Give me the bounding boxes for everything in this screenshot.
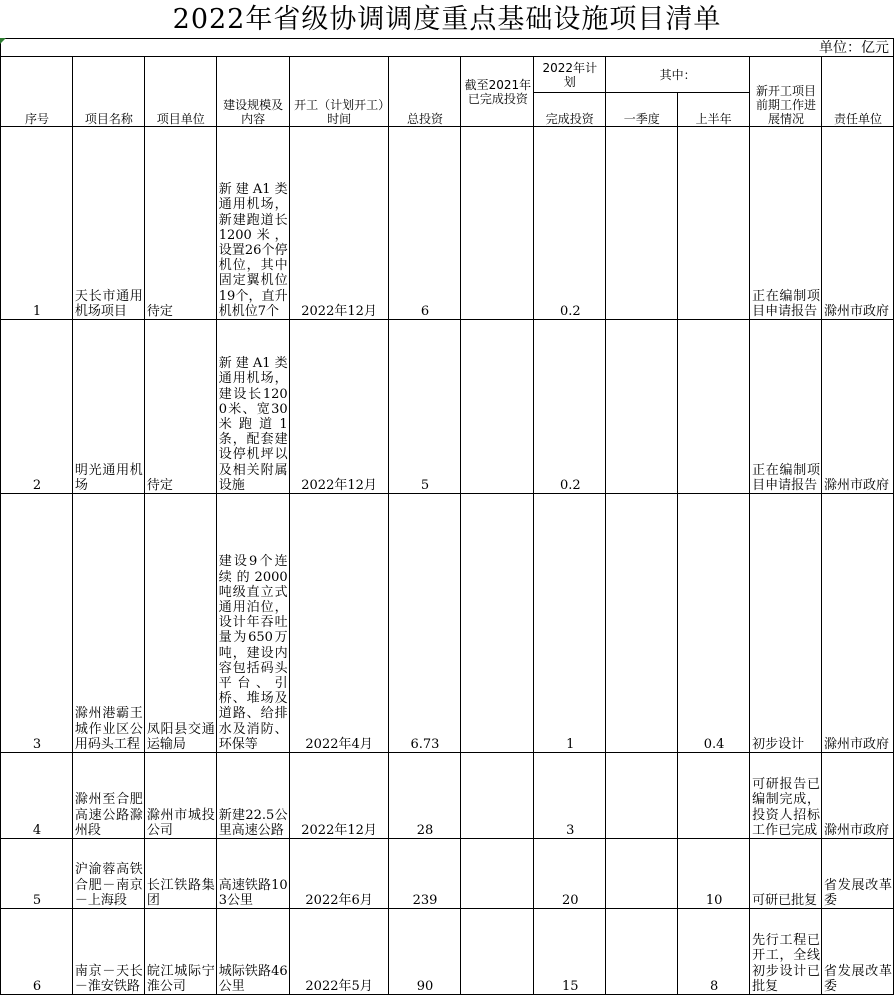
header-q1: 一季度	[606, 93, 678, 126]
cell-plan2022: 3	[534, 753, 606, 839]
cell-resp: 滁州市政府	[821, 127, 893, 320]
cell-progress: 可研报告已编制完成，投资人招标工作已完成	[750, 753, 822, 839]
cell-plan2022: 15	[534, 909, 606, 995]
header-plan2022	[534, 57, 606, 127]
header-h1: 上半年	[695, 112, 732, 126]
cell-resp: 省发展改革委	[821, 839, 893, 909]
table-row	[1, 127, 894, 320]
cell-plan2022: 1	[534, 494, 606, 753]
cell-done2021	[461, 494, 534, 753]
cell-start: 2022年6月	[289, 839, 388, 909]
cell-total: 239	[388, 839, 461, 909]
cell-resp: 滁州市政府	[821, 494, 893, 753]
cell-org: 凤阳县交通运输局	[144, 494, 216, 753]
cell-q1	[606, 839, 678, 909]
cell-h1	[678, 320, 750, 494]
cell-resp: 省发展改革委	[821, 909, 893, 995]
cell-scale: 新建A1类通用机场，建设长1200米、宽30米跑道1条，配套建设停机坪以及相关附属设施	[216, 320, 289, 494]
cell-name: 明光通用机场	[72, 320, 144, 494]
cell-done2021	[461, 909, 534, 995]
cell-total: 6	[388, 127, 461, 320]
cell-scale: 高速铁路103公里	[216, 839, 289, 909]
cell-seq: 3	[1, 494, 73, 753]
cell-h1	[678, 127, 750, 320]
cell-h1: 8	[678, 909, 750, 995]
cell-h1: 0.4	[678, 494, 750, 753]
cell-q1	[606, 494, 678, 753]
cell-start: 2022年12月	[289, 127, 388, 320]
cell-h1: 10	[678, 839, 750, 909]
header-scale: 建设规模及内容	[216, 57, 289, 127]
table-row	[1, 753, 894, 839]
cell-scale: 城际铁路46公里	[216, 909, 289, 995]
cell-seq: 6	[1, 909, 73, 995]
header-done2021: 截至2021年已完成投资	[461, 57, 534, 127]
cell-name: 南京－天长－淮安铁路	[72, 909, 144, 995]
cell-q1	[606, 320, 678, 494]
cell-org: 滁州市城投公司	[144, 753, 216, 839]
cell-done2021	[461, 320, 534, 494]
cell-done2021	[461, 839, 534, 909]
cell-q1	[606, 753, 678, 839]
header-plan2022-bottom: 完成投资	[545, 112, 594, 126]
cell-scale: 新建22.5公里高速公路	[216, 753, 289, 839]
cell-total: 5	[388, 320, 461, 494]
cell-start: 2022年12月	[289, 753, 388, 839]
cell-progress: 可研已批复	[750, 839, 822, 909]
cell-resp: 滁州市政府	[821, 320, 893, 494]
cell-h1	[678, 753, 750, 839]
table-row	[1, 839, 894, 909]
header-org: 项目单位	[144, 57, 216, 127]
cell-total: 6.73	[388, 494, 461, 753]
header-start: 开工（计划开工）时间	[289, 57, 388, 127]
cell-start: 2022年4月	[289, 494, 388, 753]
cell-seq: 5	[1, 839, 73, 909]
cell-start: 2022年12月	[289, 320, 388, 494]
cell-done2021	[461, 127, 534, 320]
cell-org: 皖江城际宁淮公司	[144, 909, 216, 995]
unit-bar	[0, 38, 894, 57]
cell-scale: 建设9个连续的2000吨级直立式通用泊位，设计年吞吐量为650万吨，建设内容包括码头平台、引桥、堆场及道路、给排水及消防、环保等	[216, 494, 289, 753]
cell-progress: 正在编制项目申请报告	[750, 127, 822, 320]
cell-scale: 新建A1类通用机场，新建跑道长1200米，设置26个停机位，其中固定翼机位19个，直升机机位7个	[216, 127, 289, 320]
cell-name: 天长市通用机场项目	[72, 127, 144, 320]
cell-q1	[606, 909, 678, 995]
cell-start: 2022年5月	[289, 909, 388, 995]
table-row	[1, 909, 894, 995]
header-progress: 新开工项目前期工作进展情况	[750, 57, 822, 127]
cell-total: 90	[388, 909, 461, 995]
cell-name: 滁州港霸王城作业区公用码头工程	[72, 494, 144, 753]
cell-plan2022: 20	[534, 839, 606, 909]
cell-seq: 2	[1, 320, 73, 494]
cell-resp: 滁州市政府	[821, 753, 893, 839]
table-row	[1, 320, 894, 494]
header-row	[1, 57, 894, 127]
cell-plan2022: 0.2	[534, 127, 606, 320]
cell-progress: 初步设计	[750, 494, 822, 753]
cell-name: 沪渝蓉高铁合肥－南京－上海段	[72, 839, 144, 909]
table-row	[1, 494, 894, 753]
cell-total: 28	[388, 753, 461, 839]
cell-done2021	[461, 753, 534, 839]
cell-seq: 1	[1, 127, 73, 320]
cell-org: 长江铁路集团	[144, 839, 216, 909]
header-name: 项目名称	[72, 57, 144, 127]
project-table	[0, 56, 894, 995]
cell-seq: 4	[1, 753, 73, 839]
header-among	[606, 57, 750, 127]
header-resp: 责任单位	[821, 57, 893, 127]
page-title: 2022年省级协调调度重点基础设施项目清单	[172, 4, 722, 35]
cell-q1	[606, 127, 678, 320]
header-seq: 序号	[1, 57, 73, 127]
cell-progress: 正在编制项目申请报告	[750, 320, 822, 494]
cell-org: 待定	[144, 320, 216, 494]
cell-name: 滁州至合肥高速公路滁州段	[72, 753, 144, 839]
header-total: 总投资	[388, 57, 461, 127]
cell-org: 待定	[144, 127, 216, 320]
header-among-label: 其中：	[606, 57, 749, 93]
cell-progress: 先行工程已开工，全线初步设计已批复	[750, 909, 822, 995]
header-plan2022-top: 2022年计划	[534, 57, 605, 93]
cell-plan2022: 0.2	[534, 320, 606, 494]
cell-marker-icon	[0, 38, 6, 44]
unit-label: 单位：亿元	[819, 40, 889, 56]
